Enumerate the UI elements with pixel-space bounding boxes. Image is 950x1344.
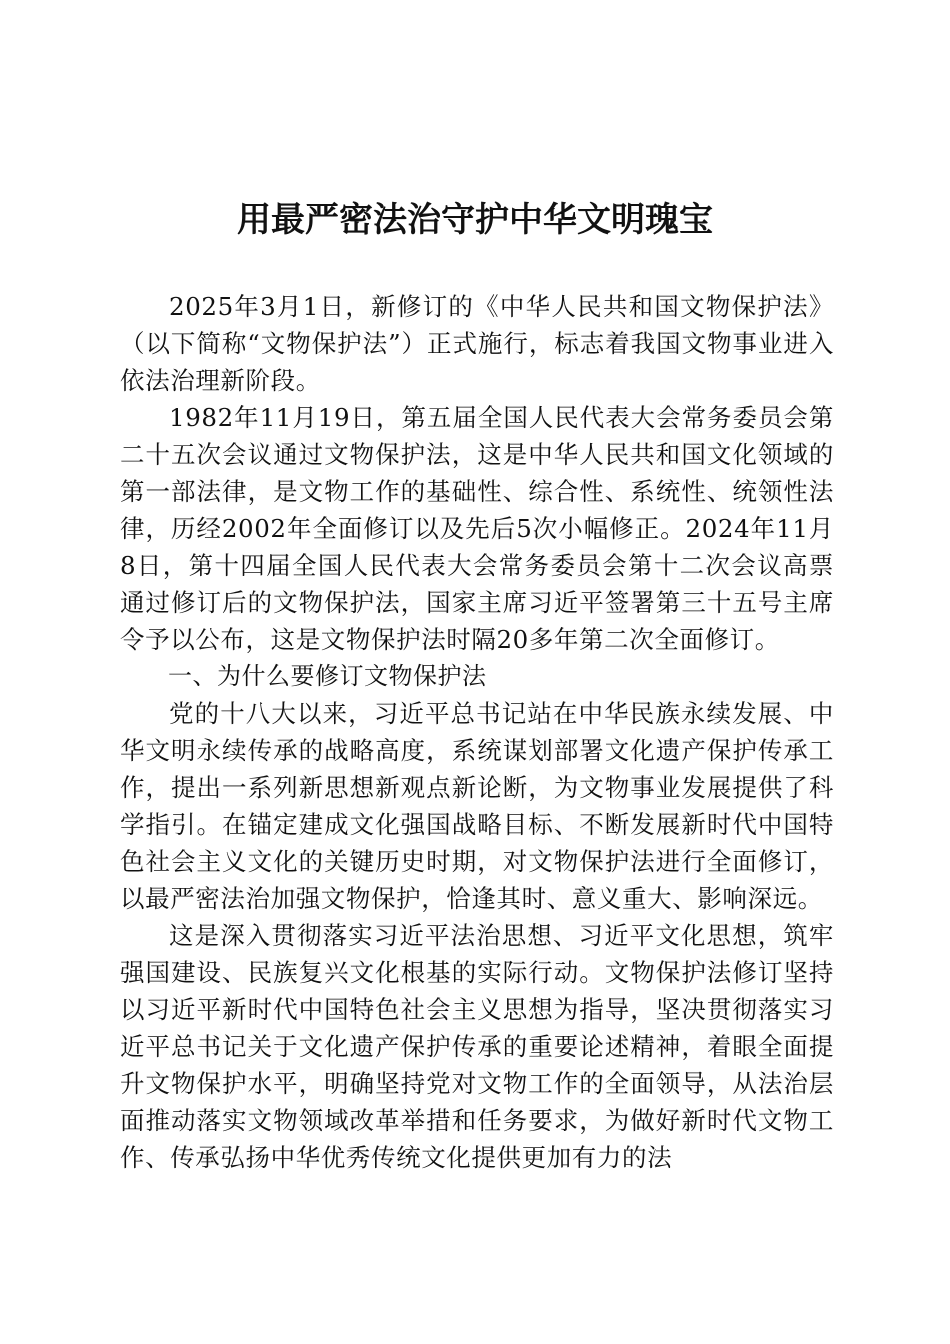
- paragraph-history: 1982年11月19日，第五届全国人民代表大会常务委员会第二十五次会议通过文物保护法，这是中华人民共和国文化领域的第一部法律，是文物工作的基础性、综合性、系统性、统领性法律，历经2002年全面修订以及先后5次小幅修正。2024年11月8日，第十四届全国人民代表大会常务委员会第十二次会议高票通过修订后的文物保护法，国家主席习近平签署第三十五号主席令予以公布，这是文物保护法时隔20多年第二次全面修订。: [120, 403, 834, 654]
- section-heading-1: 一、为什么要修订文物保护法: [168, 662, 487, 690]
- paragraph-intro: 2025年3月1日，新修订的《中华人民共和国文物保护法》（以下简称“文物保护法”）正式施行，标志着我国文物事业进入依法治理新阶段。: [120, 292, 834, 395]
- paragraph-guidance: 这是深入贯彻落实习近平法治思想、习近平文化思想，筑牢强国建设、民族复兴文化根基的实际行动。文物保护法修订坚持以习近平新时代中国特色社会主义思想为指导，坚决贯彻落实习近平总书记关于文化遗产保护传承的重要论述精神，着眼全面提升文物保护水平，明确坚持党对文物工作的全面领导，从法治层面推动落实文物领域改革举措和任务要求，为做好新时代文物工作、传承弘扬中华优秀传统文化提供更加有力的法: [120, 921, 834, 1172]
- paragraph-significance: 党的十八大以来，习近平总书记站在中华民族永续发展、中华文明永续传承的战略高度，系统谋划部署文化遗产保护传承工作，提出一系列新思想新观点新论断，为文物事业发展提供了科学指引。在锚定建成文化强国战略目标、不断发展新时代中国特色社会主义文化的关键历史时期，对文物保护法进行全面修订，以最严密法治加强文物保护，恰逢其时、意义重大、影响深远。: [120, 699, 834, 913]
- document-title: 用最严密法治守护中华文明瑰宝: [237, 200, 713, 240]
- document-body: [120, 288, 834, 1176]
